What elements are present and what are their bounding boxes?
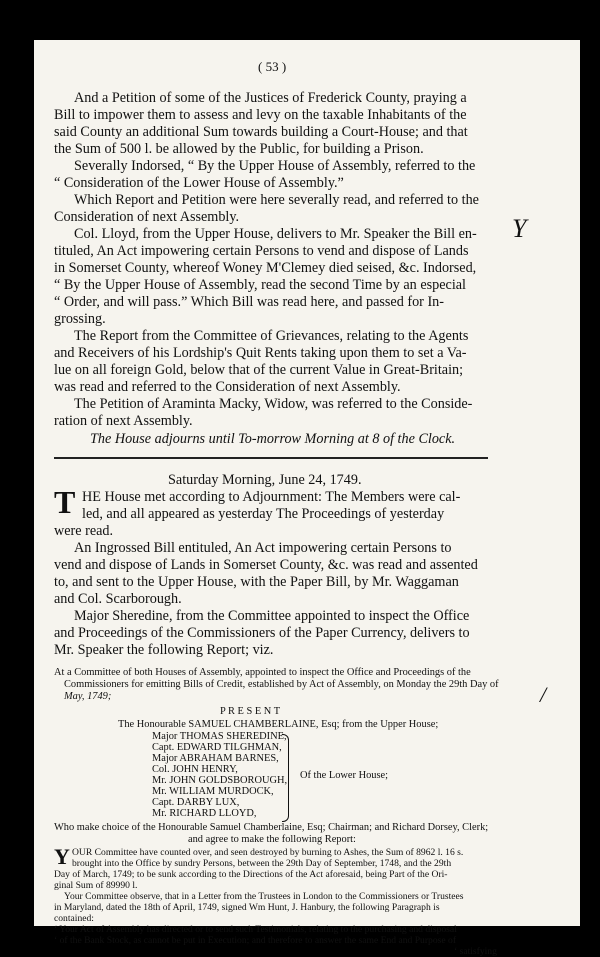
text-line: grossing. (54, 311, 106, 327)
text-line: ration of next Assembly. (54, 413, 193, 429)
text-line: to, and sent to the Upper House, with the Paper Bill, by Mr. Waggaman (54, 574, 459, 590)
text-line: Col. Lloyd, from the Upper House, delivers to Mr. Speaker the Bill en- (74, 226, 477, 242)
member-name: Col. JOHN HENRY, (152, 764, 238, 775)
handwritten-mark: / (540, 682, 547, 707)
report-line: ginal Sum of 89990 l. (54, 880, 138, 891)
text-line: and Receivers of his Lordship's Quit Rents taking upon them to set a Va- (54, 345, 467, 361)
adjourn-line: The House adjourns until To-morrow Morning at 8 of the Clock. (90, 431, 456, 447)
text-line: lue on all foreign Gold, below that of the current Value in Great-Britain; (54, 362, 464, 378)
present-heading: P R E S E N T (220, 706, 281, 717)
report-line: Day of March, 1749; to be sunk according to the Directions of the Act aforesaid, being Part of the Ori- (54, 869, 448, 880)
report-line: ‘ of the Bank Stock, as cannot be put in Execution; and therefore to answer the same End and Purpose of (54, 935, 457, 946)
text-line: “ By the Upper House of Assembly, read the second Time by an especial (54, 277, 467, 293)
text-line: Mr. Speaker the following Report; viz. (54, 642, 274, 658)
report-line: in Maryland, dated the 18th of April, 1749, signed Wm Hunt, J. Hanbury, the following Paragraph is (54, 902, 440, 913)
date-heading: Saturday Morning, June 24, 1749. (168, 472, 362, 488)
text-line: An Ingrossed Bill entituled, An Act impowering certain Persons to (74, 540, 452, 556)
member-name: Major ABRAHAM BARNES, (152, 753, 279, 764)
report-line: Your Committee observe, that in a Letter from the Trustees in London to the Commissioners or Trustees (64, 891, 464, 902)
report-line: contained: (54, 913, 94, 924)
text-line: Which Report and Petition were here severally read, and referred to the (74, 192, 479, 208)
member-name: Mr. WILLIAM MURDOCK, (152, 786, 274, 797)
text-line: Severally Indorsed, “ By the Upper House of Assembly, referred to the (74, 158, 476, 174)
drop-cap: T (54, 484, 76, 520)
report-line: ‘ satisfying (454, 946, 497, 957)
report-drop-cap: Y (54, 844, 70, 869)
text-line: was read and referred to the Consideration of next Assembly. (54, 379, 401, 395)
report-line: OUR Committee have counted over, and seen destroyed by burning to Ashes, the Sum of 8962 l. 16 s. (72, 847, 464, 858)
text-line: and Proceedings of the Commissioners of the Paper Currency, delivers to (54, 625, 470, 641)
text-line: And a Petition of some of the Justices of Frederick County, praying a (74, 90, 467, 106)
choice-line: Who make choice of the Honourable Samuel Chamberlaine, Esq; Chairman; and Richard Dorsey, Clerk; (54, 822, 489, 833)
document-page (34, 40, 580, 957)
text-line: Major Sheredine, from the Committee appointed to inspect the Office (74, 608, 470, 624)
report-line: brought into the Office by sundry Persons, between the 29th Day of September, 1748, and the 29th (72, 858, 452, 869)
choice-line: and agree to make the following Report: (188, 834, 356, 845)
text-line: said County an additional Sum towards building a Court-House; and that (54, 124, 468, 140)
text-line: led, and all appeared as yesterday The Proceedings of yesterday (82, 506, 445, 522)
member-name: Capt. DARBY LUX, (152, 797, 240, 808)
committee-line: May, 1749; (64, 691, 112, 702)
page-number: ( 53 ) (258, 59, 287, 74)
committee-line: At a Committee of both Houses of Assembly, appointed to inspect the Office and Proceedings of the (54, 667, 471, 678)
text-line: HE House met according to Adjournment: The Members were cal- (82, 489, 461, 505)
upper-house-line: The Honourable SAMUEL CHAMBERLAINE, Esq; from the Upper House; (118, 719, 439, 730)
text-line: and Col. Scarborough. (54, 591, 182, 607)
text-line: The Petition of Araminta Macky, Widow, was referred to the Conside- (74, 396, 473, 412)
text-line: were read. (54, 523, 114, 539)
members-brace (282, 734, 289, 822)
text-line: Consideration of next Assembly. (54, 209, 240, 225)
text-line: vend and dispose of Lands in Somerset County, &c. was read and assented (54, 557, 478, 573)
report-line: ‘ Your Act of Assembly has directed or to send such Testimonials, relating to the purchasing and disposal (54, 924, 457, 935)
handwritten-mark: Y (512, 214, 527, 243)
lower-house-label: Of the Lower House; (300, 770, 389, 781)
section-divider (54, 457, 488, 459)
text-line: in Somerset County, whereof Woney M'Clemey died seised, &c. Indorsed, (54, 260, 477, 276)
member-name: Major THOMAS SHEREDINE, (152, 731, 287, 742)
text-line: “ Consideration of the Lower House of Assembly.” (54, 175, 344, 191)
text-line: The Report from the Committee of Grievances, relating to the Agents (74, 328, 469, 344)
text-line: “ Order, and will pass.” Which Bill was read here, and passed for In- (54, 294, 444, 310)
member-name: Capt. EDWARD TILGHMAN, (152, 742, 282, 753)
text-line: tituled, An Act impowering certain Persons to vend and dispose of Lands (54, 243, 469, 259)
text-line: the Sum of 500 l. be allowed by the Public, for building a Prison. (54, 141, 424, 157)
member-name: Mr. JOHN GOLDSBOROUGH, (152, 775, 288, 786)
member-name: Mr. RICHARD LLOYD, (152, 808, 257, 819)
committee-line: Commissioners for emitting Bills of Credit, established by Act of Assembly, on Monday the 29th Day of (64, 679, 499, 690)
text-line: Bill to impower them to assess and levy on the taxable Inhabitants of the (54, 107, 467, 123)
